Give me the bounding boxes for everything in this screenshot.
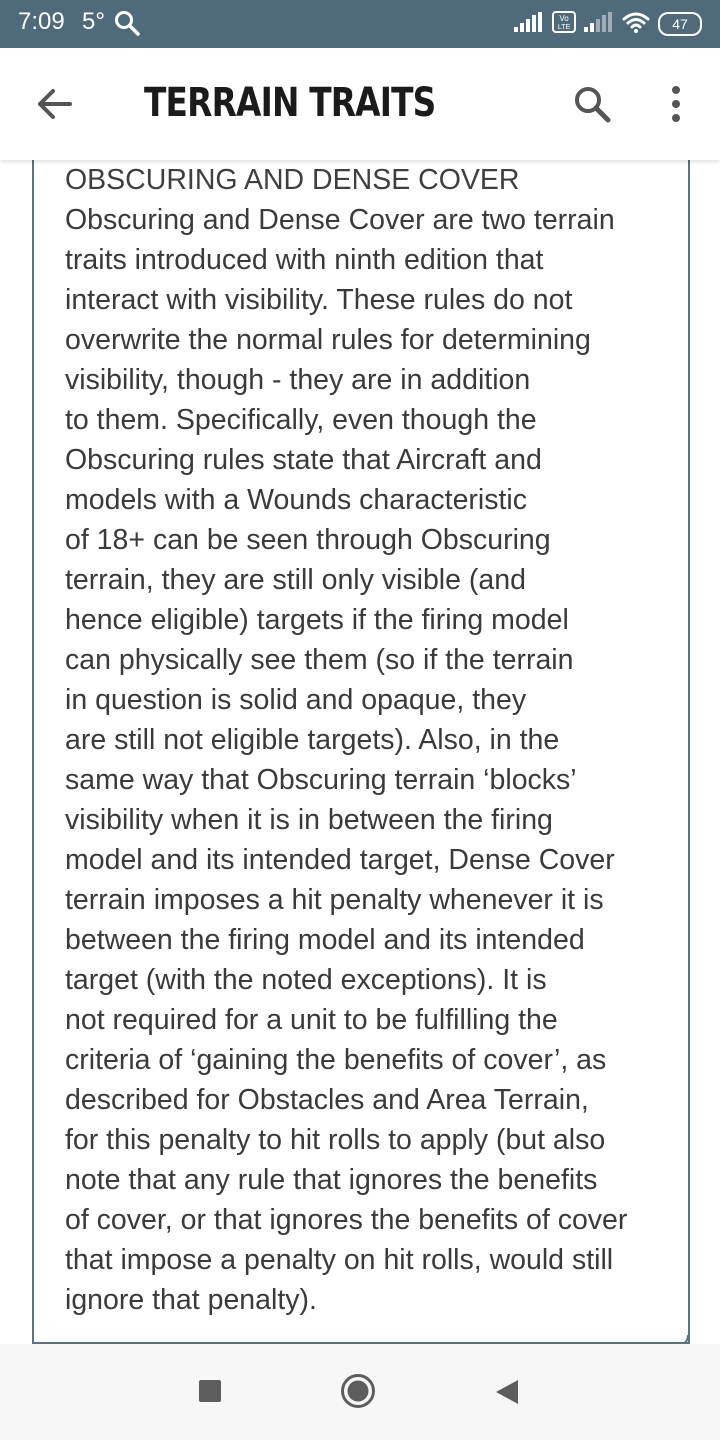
rule-line: target (with the noted exceptions). It is xyxy=(65,964,547,996)
back-triangle-icon[interactable] xyxy=(494,1378,520,1406)
app-bar xyxy=(0,48,720,160)
back-arrow-icon xyxy=(32,82,76,126)
search-icon xyxy=(114,10,140,40)
status-bar xyxy=(0,0,720,48)
rule-line: interact with visibility. These rules do not xyxy=(65,284,573,316)
rule-line: terrain imposes a hit penalty whenever it is xyxy=(65,884,604,916)
rule-line: of cover, or that ignores the benefits of cover xyxy=(65,1204,628,1236)
rule-line: note that any rule that ignores the benefits xyxy=(65,1164,598,1196)
rule-line: visibility, though - they are in addition xyxy=(65,364,531,396)
search-icon xyxy=(570,82,614,126)
rule-line: are still not eligible targets). Also, in the xyxy=(65,724,560,756)
svg-text:LTE: LTE xyxy=(557,24,571,31)
more-options-button[interactable] xyxy=(658,82,694,126)
home-circle-icon[interactable] xyxy=(340,1373,376,1409)
rule-line: same way that Obscuring terrain ‘blocks’ xyxy=(65,764,577,796)
rule-line: to them. Specifically, even though the xyxy=(65,404,537,436)
rule-line: between the firing model and its intended xyxy=(65,924,585,956)
rule-line: criteria of ‘gaining the benefits of cover’, as xyxy=(65,1044,607,1076)
rule-content-panel[interactable] xyxy=(32,160,690,1344)
rule-heading: OBSCURING AND DENSE COVER xyxy=(65,164,520,196)
rule-line: traits introduced with ninth edition that xyxy=(65,244,544,276)
rule-line: in question is solid and opaque, they xyxy=(65,684,527,716)
rule-line: of 18+ can be seen through Obscuring xyxy=(65,524,551,556)
wifi-icon xyxy=(622,11,650,37)
rule-line: Obscuring rules state that Aircraft and xyxy=(65,444,542,476)
rule-line: can physically see them (so if the terrain xyxy=(65,644,574,676)
signal-icon xyxy=(514,12,544,36)
back-button[interactable] xyxy=(32,82,76,126)
rule-line: model and its intended target, Dense Cover xyxy=(65,844,615,876)
rule-line: models with a Wounds characteristic xyxy=(65,484,527,516)
rule-line: not required for a unit to be fulfilling the xyxy=(65,1004,558,1036)
more-vert-icon xyxy=(658,82,694,126)
status-temperature: 5° xyxy=(82,8,105,35)
battery-icon xyxy=(658,12,702,36)
svg-text:Vo: Vo xyxy=(559,14,569,23)
rule-line: that impose a penalty on hit rolls, would still xyxy=(65,1244,614,1276)
rule-text xyxy=(65,160,665,1320)
rule-line: ignore that penalty). xyxy=(65,1284,317,1316)
signal-icon xyxy=(584,12,614,36)
rule-line: overwrite the normal rules for determining xyxy=(65,324,591,356)
search-button[interactable] xyxy=(570,82,614,126)
rule-line: described for Obstacles and Area Terrain, xyxy=(65,1084,589,1116)
status-icons xyxy=(514,10,702,38)
status-time: 7:09 xyxy=(18,8,65,35)
recents-square-icon[interactable] xyxy=(199,1380,221,1402)
battery-level: 47 xyxy=(672,16,688,32)
rule-line: for this penalty to hit rolls to apply (but also xyxy=(65,1124,606,1156)
rule-line: terrain, they are still only visible (and xyxy=(65,564,526,596)
volte-icon xyxy=(552,11,576,37)
rule-line: hence eligible) targets if the firing model xyxy=(65,604,569,636)
rule-line: Obscuring and Dense Cover are two terrain xyxy=(65,204,615,236)
page-title: TERRAIN TRAITS xyxy=(144,80,436,126)
rule-line: visibility when it is in between the firing xyxy=(65,804,553,836)
